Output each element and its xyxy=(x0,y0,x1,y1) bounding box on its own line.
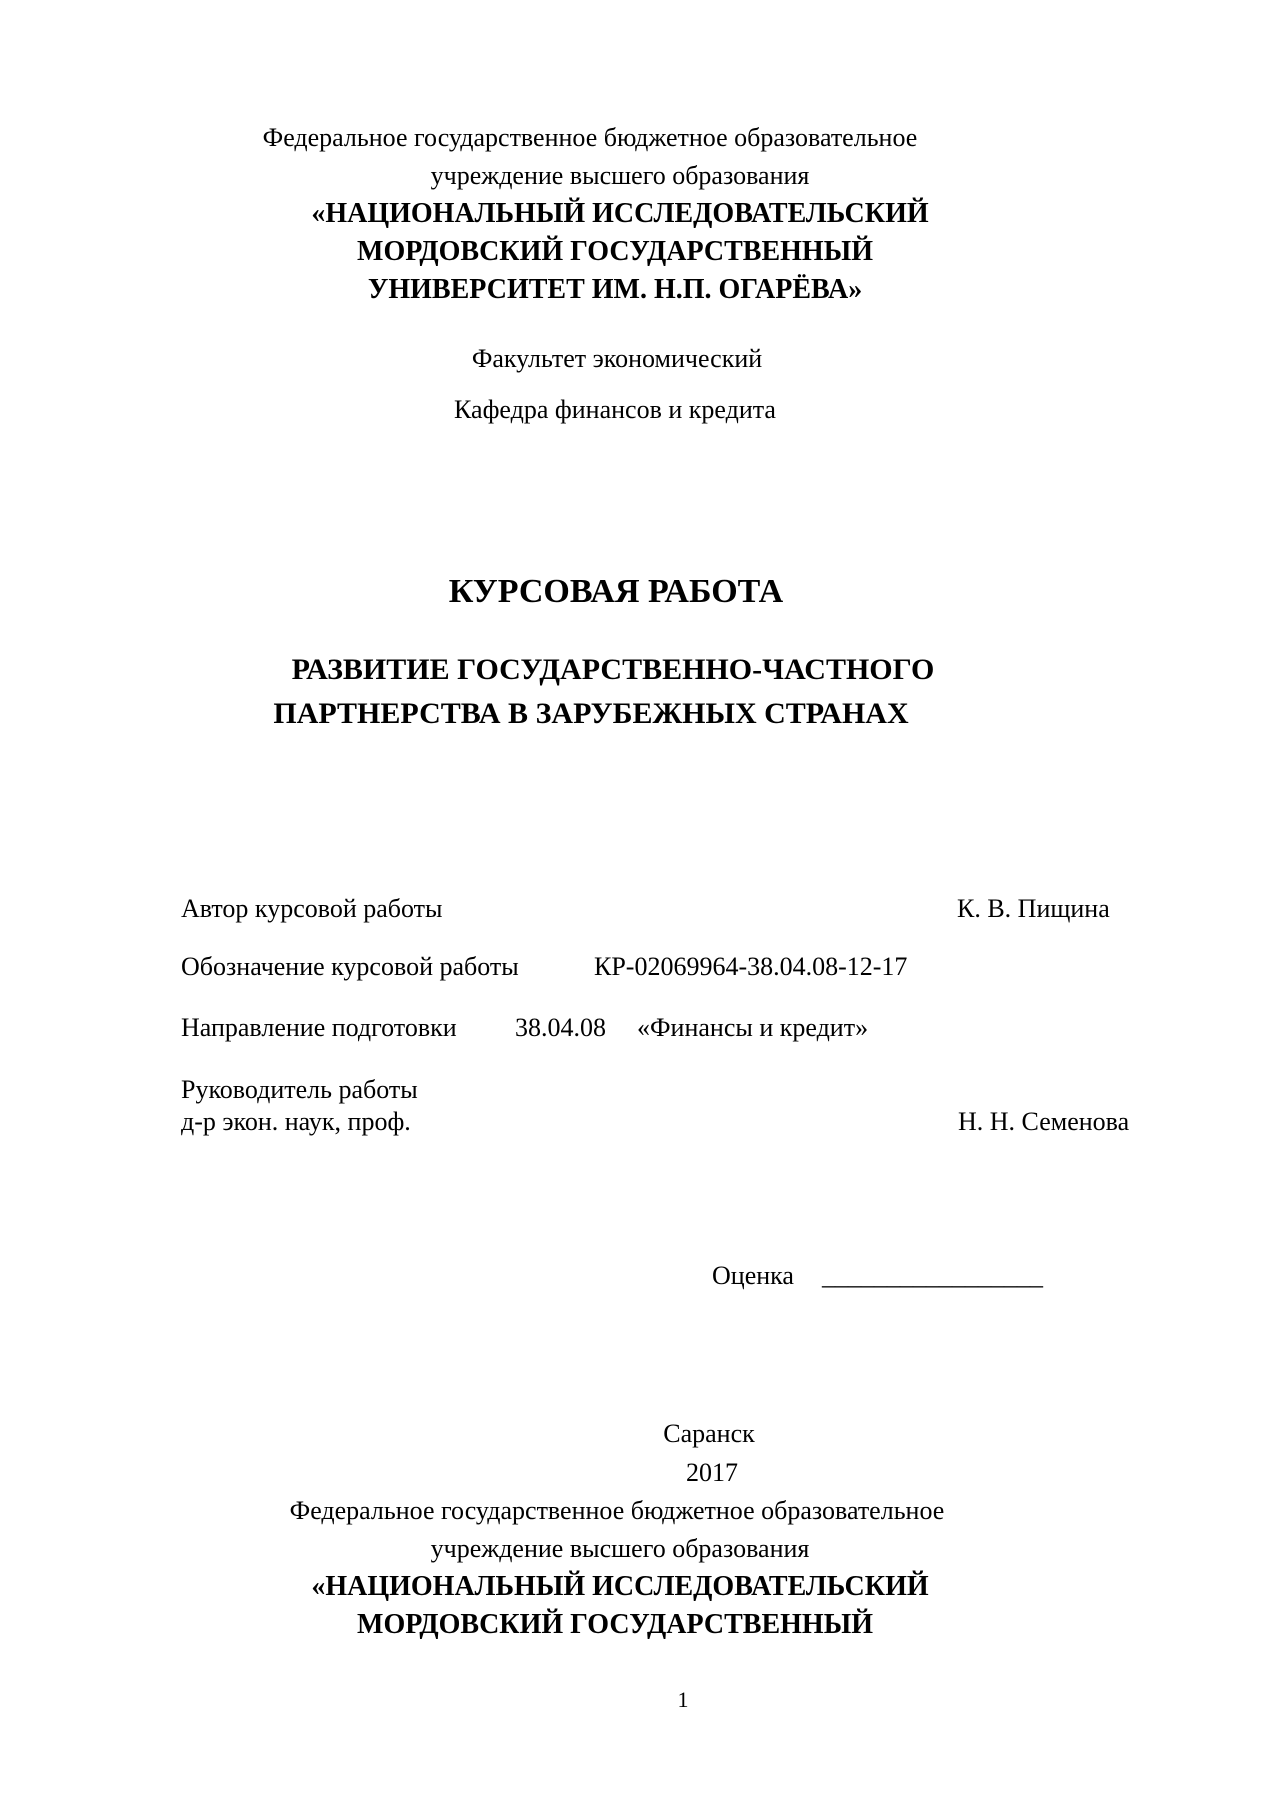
direction-label: Направление подготовки xyxy=(181,1013,457,1042)
supervisor-degree: д-р экон. наук, проф. xyxy=(181,1107,411,1136)
page-number: 1 xyxy=(677,1687,689,1712)
author-label: Автор курсовой работы xyxy=(181,894,443,923)
direction-name: «Финансы и кредит» xyxy=(637,1013,869,1042)
work-type: КУРСОВАЯ РАБОТА xyxy=(448,573,784,610)
institution-line-1: Федеральное государственное бюджетное образовательное xyxy=(262,123,918,152)
supervisor-label: Руководитель работы xyxy=(181,1075,418,1104)
designation-label: Обозначение курсовой работы xyxy=(181,952,519,981)
grade-blank: _________________ xyxy=(822,1261,1043,1290)
footer-university-line-2: МОРДОВСКИЙ ГОСУДАРСТВЕННЫЙ xyxy=(357,1609,873,1640)
university-name-line-1: «НАЦИОНАЛЬНЫЙ ИССЛЕДОВАТЕЛЬСКИЙ xyxy=(311,198,929,229)
year: 2017 xyxy=(686,1458,738,1487)
faculty: Факультет экономический xyxy=(471,344,763,373)
university-name-line-3: УНИВЕРСИТЕТ ИМ. Н.П. ОГАРЁВА» xyxy=(367,274,863,305)
supervisor-name: Н. Н. Семенова xyxy=(958,1107,1130,1136)
institution-line-2: учреждение высшего образования xyxy=(430,161,810,190)
footer-university-line-1: «НАЦИОНАЛЬНЫЙ ИССЛЕДОВАТЕЛЬСКИЙ xyxy=(311,1571,929,1602)
work-title-line-2: ПАРТНЕРСТВА В ЗАРУБЕЖНЫХ СТРАНАХ xyxy=(273,697,909,730)
grade-label: Оценка xyxy=(712,1261,794,1290)
direction-code: 38.04.08 xyxy=(515,1013,606,1042)
footer-institution-line-2: учреждение высшего образования xyxy=(430,1534,810,1563)
author-name: К. В. Пищина xyxy=(957,894,1110,923)
footer-institution-line-1: Федеральное государственное бюджетное образовательное xyxy=(289,1496,945,1525)
department: Кафедра финансов и кредита xyxy=(454,395,776,424)
designation-value: КР-02069964-38.04.08-12-17 xyxy=(594,952,908,981)
university-name-line-2: МОРДОВСКИЙ ГОСУДАРСТВЕННЫЙ xyxy=(357,236,873,267)
work-title-line-1: РАЗВИТИЕ ГОСУДАРСТВЕННО-ЧАСТНОГО xyxy=(291,653,935,686)
city: Саранск xyxy=(663,1419,755,1448)
